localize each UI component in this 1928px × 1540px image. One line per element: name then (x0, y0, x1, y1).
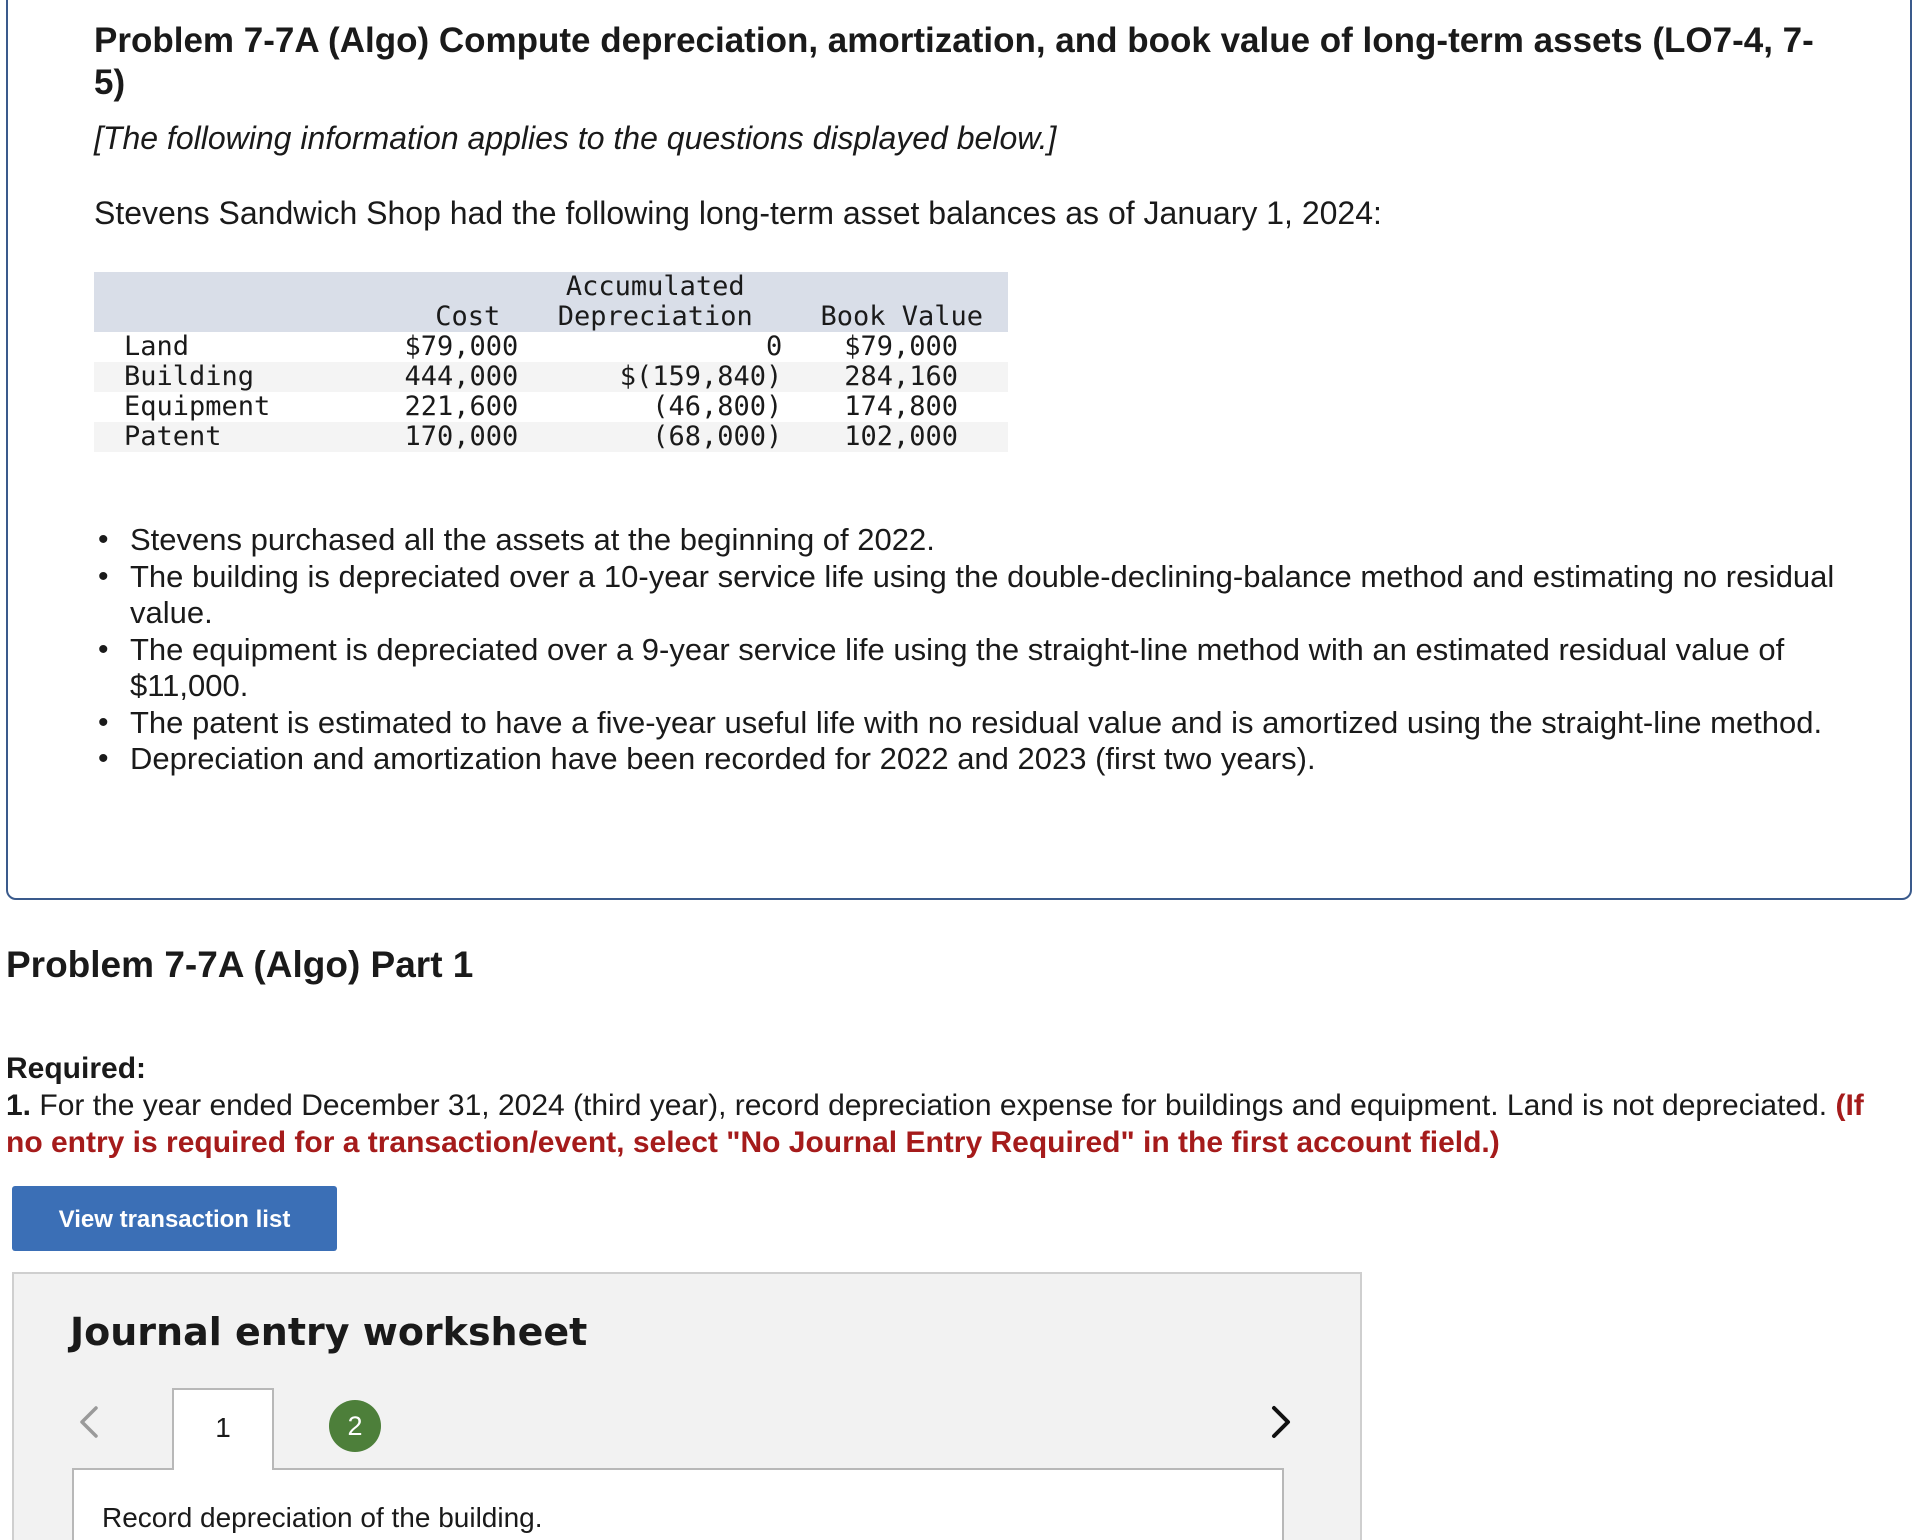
intro-text: Stevens Sandwich Shop had the following long-term asset balances as of January 1, 2024: (94, 195, 1382, 231)
worksheet-panel (72, 1468, 1284, 1540)
worksheet-prompt: Record depreciation of the building. (102, 1502, 543, 1533)
cell-accumulated: (68,000) (652, 421, 783, 452)
cell-asset-name: Land (124, 331, 190, 362)
list-item: • The building is depreciated over a 10-year service life using the double-declining-balance method and estimating no residual value. (130, 559, 1870, 632)
asset-notes-list (94, 522, 1870, 778)
table-row (94, 362, 1008, 392)
chevron-left-icon[interactable] (74, 1402, 104, 1442)
required-text (6, 1087, 1906, 1161)
header-acc-line2: Depreciation (557, 301, 753, 332)
item-text: For the year ended December 31, 2024 (third year), record depreciation expense for buildings and equipment. Land is not depreciated. (39, 1089, 1828, 1122)
cell-book-value: 174,800 (844, 391, 958, 422)
chevron-right-icon[interactable] (1266, 1402, 1296, 1442)
part-title: Problem 7-7A (Algo) Part 1 (6, 944, 474, 985)
cell-accumulated: 0 (766, 331, 783, 362)
required-section (6, 1050, 1906, 1161)
cell-cost: 170,000 (404, 421, 519, 452)
cell-asset-name: Patent (124, 421, 222, 452)
header-accumulated-depreciation (528, 272, 802, 332)
cell-accumulated: (46,800) (652, 391, 783, 422)
cell-cost: 444,000 (404, 361, 519, 392)
table-row (94, 392, 1008, 422)
required-label: Required: (6, 1052, 147, 1085)
asset-balance-table (94, 272, 1008, 452)
header-book-value: Book Value (820, 301, 983, 332)
table-row (94, 332, 1008, 362)
table-header-row (94, 272, 1008, 332)
cell-book-value: 284,160 (844, 361, 958, 392)
info-note: [The following information applies to the questions displayed below.] (94, 120, 1057, 156)
worksheet-title: Journal entry worksheet (70, 1310, 588, 1354)
worksheet-tab-1[interactable]: 1 (172, 1388, 274, 1470)
cell-cost: 221,600 (404, 391, 519, 422)
cell-cost: $79,000 (404, 331, 519, 362)
instruction-text: (If no entry is required for a transaction/event, select "No Journal Entry Required" in the first account field.) (6, 1089, 1864, 1159)
cell-book-value: $79,000 (844, 331, 958, 362)
header-cost: Cost (435, 301, 501, 332)
problem-title: Problem 7-7A (Algo) Compute depreciation, amortization, and book value of long-term assets (LO7-4, 7-5) (94, 21, 1814, 102)
view-transaction-list-button[interactable]: View transaction list (12, 1186, 337, 1251)
journal-entry-worksheet (12, 1272, 1362, 1540)
list-item: • Stevens purchased all the assets at the beginning of 2022. (130, 522, 1870, 559)
cell-accumulated: $(159,840) (619, 361, 783, 392)
cell-asset-name: Equipment (124, 391, 271, 422)
list-item: • The equipment is depreciated over a 9-year service life using the straight-line method with an estimated residual value of $11,000. (130, 632, 1870, 705)
header-acc-line1: Accumulated (565, 271, 745, 302)
table-row (94, 422, 1008, 452)
worksheet-tab-2[interactable]: 2 (329, 1400, 381, 1452)
list-item: • The patent is estimated to have a five-year useful life with no residual value and is amortized using the straight-line method. (130, 705, 1870, 742)
item-number: 1. (6, 1089, 32, 1122)
list-item: • Depreciation and amortization have been recorded for 2022 and 2023 (first two years). (130, 741, 1870, 778)
header-name (94, 272, 383, 332)
cell-book-value: 102,000 (844, 421, 958, 452)
cell-asset-name: Building (124, 361, 255, 392)
